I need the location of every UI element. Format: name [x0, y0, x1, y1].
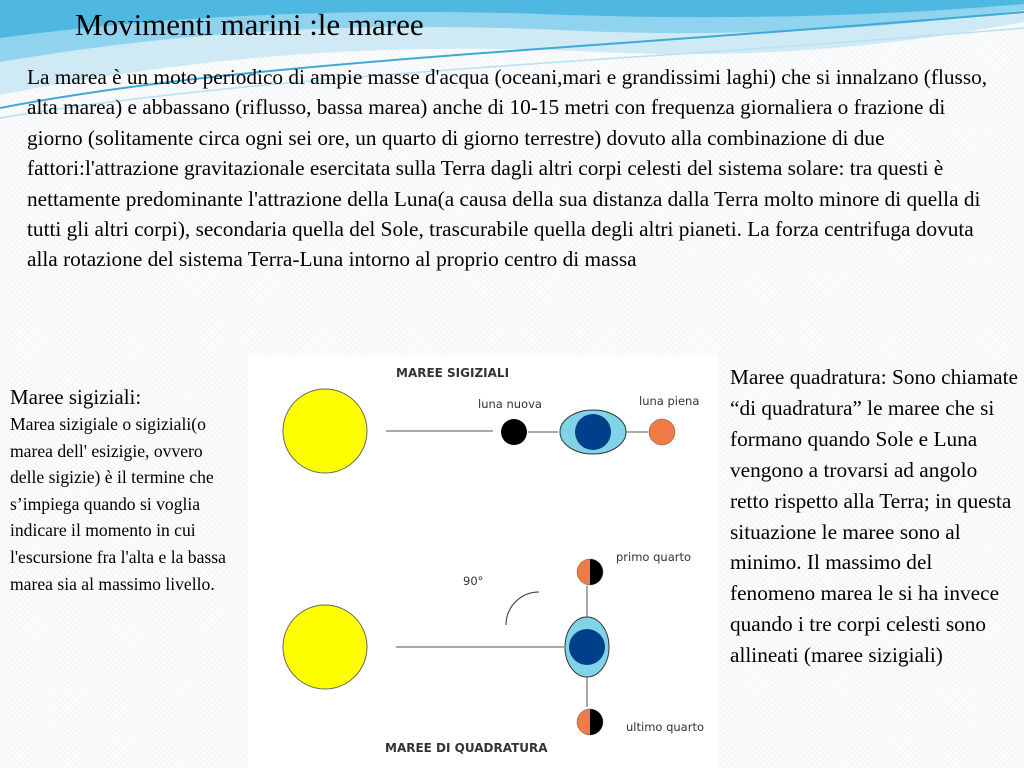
syzygy-heading: Maree sigiziali:	[10, 385, 142, 409]
last-quarter-moon-icon	[577, 709, 603, 735]
slide-title: Movimenti marini :le maree	[75, 7, 424, 42]
first-quarter-moon-icon	[577, 559, 603, 585]
last-quarter-label: ultimo quarto	[626, 720, 704, 734]
right-angle-arc	[506, 592, 539, 625]
intro-paragraph: La marea è un moto periodico di ampie masse d'acqua (oceani,mari e grandissimi laghi) che si innalzano (flusso, alta marea) e abbassano (riflusso, bassa marea) anche di 10-15 metri con frequenza giornaliera o frazione di giorno (solitamente circa ogni sei ore, un quarto di giorno terrestre) dovuto alla combinazione di due fattori:l'attrazione gravitazionale esercitata sulla Terra dagli altri corpi celesti del sistema solare: tra questi è nettamente predominante l'attrazione della Luna(a causa della sua distanza dalla Terra molto minore di quella di tutti gli altri corpi), secondaria quella del Sole, trascurabile quella degli altri pianeti. La forza centrifuga dovuta alla rotazione del sistema Terra-Luna intorno al proprio centro di massa	[27, 65, 988, 272]
syzygy-text: Marea sizigiale o sigiziali(o marea dell' esizigie, ovvero delle sigizie) è il termine che s’impiega quando si voglia indicare il momento in cui l'escursione fra l'alta e la bassa marea sia al massimo livello.	[10, 414, 226, 594]
syzygy-tides-panel	[10, 383, 240, 597]
first-quarter-label: primo quarto	[616, 550, 692, 564]
diagram-bottom-title: MAREE DI QUADRATURA	[385, 741, 548, 755]
new-moon-label: luna nuova	[478, 397, 542, 411]
sun-top-icon	[283, 389, 367, 473]
diagram-top-title: MAREE SIGIZIALI	[396, 366, 510, 380]
full-moon-label: luna piena	[639, 394, 700, 408]
new-moon-icon	[501, 419, 527, 445]
quadrature-tides-text: Maree quadratura: Sono chiamate “di quadratura” le maree che si formano quando Sole e Luna vengono a trovarsi ad angolo retto rispetto alla Terra; in questa situazione le maree sono al minimo. Il massimo del fenomeno marea le si ha invece quando i tre corpi celesti sono allineati (maree sizigiali)	[730, 365, 1018, 668]
full-moon-icon	[649, 419, 675, 445]
sun-bottom-icon	[283, 605, 367, 689]
tides-diagram	[248, 355, 718, 768]
earth-bottom-icon	[569, 629, 605, 665]
earth-top-icon	[575, 414, 611, 450]
angle-label: 90°	[463, 574, 484, 588]
